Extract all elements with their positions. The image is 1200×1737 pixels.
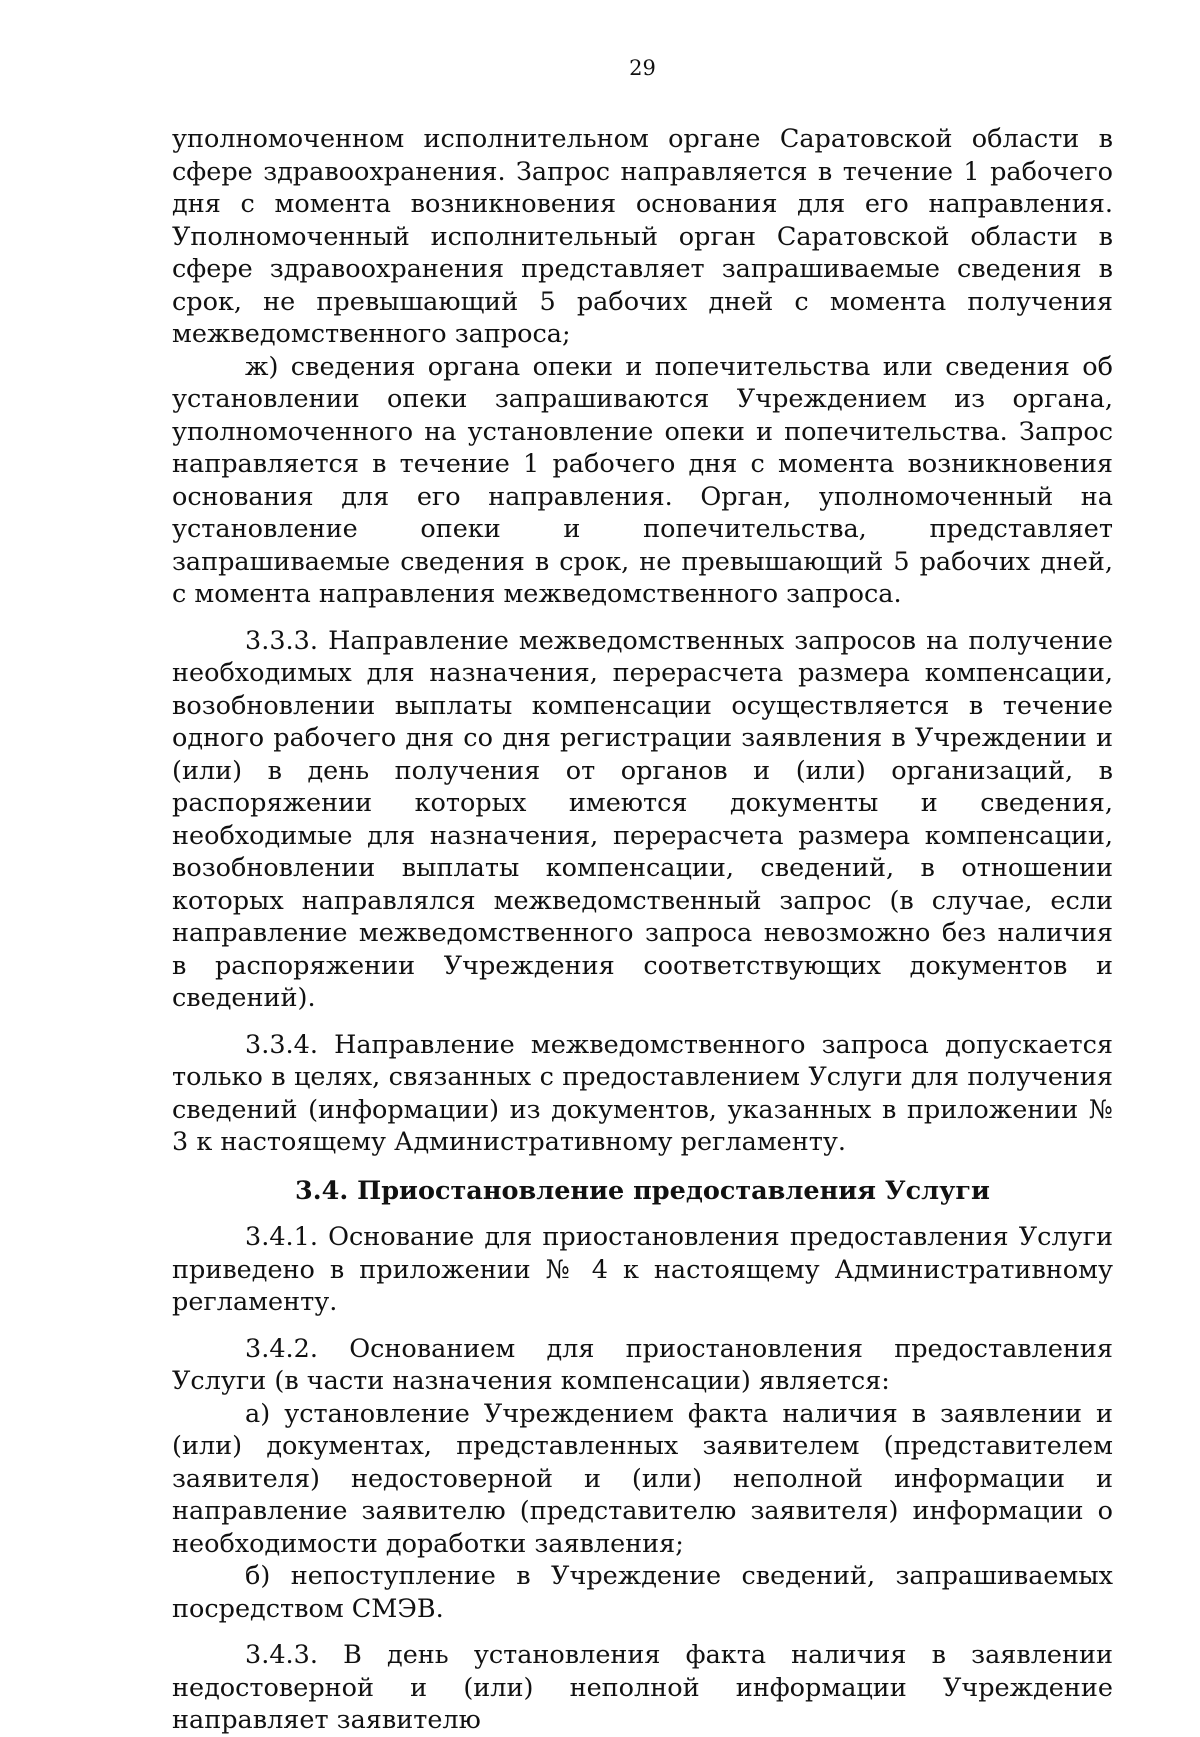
paragraph-3-3-4: 3.3.4. Направление межведомственного запроса допускается только в целях, связанных с предоставлением Услуги для получения сведений (информации) из документов, указанных в приложении № 3 к настоящему Административному регламенту.	[172, 1029, 1113, 1157]
section-heading-3-4: 3.4. Приостановление предоставления Услуги	[295, 1175, 990, 1206]
paragraph-continuation: уполномоченном исполнительном органе Саратовской области в сфере здравоохранения. Запрос направляется в течение 1 рабочего дня с момента возникновения основания для его направления. Уполномоченный исполнительный орган Саратовской области в сфере здравоохранения представляет запрашиваемые сведения в срок, не превышающий 5 рабочих дней с момента получения межведомственного запроса;	[172, 124, 1113, 349]
paragraph-3-4-3: 3.4.3. В день установления факта наличия в заявлении недостоверной и (или) неполной информации Учреждение направляет заявителю	[172, 1640, 1113, 1735]
document-page	[172, 58, 1113, 1737]
paragraph-item-zh: ж) сведения органа опеки и попечительства или сведения об установлении опеки запрашиваются Учреждением из органа, уполномоченного на установление опеки и попечительства. Запрос направляется в течение 1 рабочего дня с момента возникновения основания для его направления. Орган, уполномоченный на установление опеки и попечительства, представляет запрашиваемые сведения в срок, не превышающий 5 рабочих дней, с момента направления межведомственного запроса.	[172, 351, 1113, 609]
paragraph-item-b: б) непоступление в Учреждение сведений, запрашиваемых посредством СМЭВ.	[172, 1561, 1113, 1624]
paragraph-3-4-2: 3.4.2. Основанием для приостановления предоставления Услуги (в части назначения компенсации) является:	[172, 1333, 1113, 1396]
paragraph-item-a: а) установление Учреждением факта наличия в заявлении и (или) документах, представленных заявителем (представителем заявителя) недостоверной и (или) неполной информации и направление заявителю (представителю заявителя) информации о необходимости доработки заявления;	[172, 1398, 1113, 1559]
page-number: 29	[629, 56, 656, 80]
paragraph-3-3-3: 3.3.3. Направление межведомственных запросов на получение необходимых для назначения, перерасчета размера компенсации, возобновлении выплаты компенсации осуществляется в течение одного рабочего дня со дня регистрации заявления в Учреждении и (или) в день получения от органов и (или) организаций, в распоряжении которых имеются документы и сведения, необходимые для назначения, перерасчета размера компенсации, возобновлении выплаты компенсации, сведений, в отношении которых направлялся межведомственный запрос (в случае, если направление межведомственного запроса невозможно без наличия в распоряжении Учреждения соответствующих документов и сведений).	[172, 625, 1113, 1013]
paragraph-3-4-1: 3.4.1. Основание для приостановления предоставления Услуги приведено в приложении № 4 к настоящему Административному регламенту.	[172, 1222, 1113, 1317]
